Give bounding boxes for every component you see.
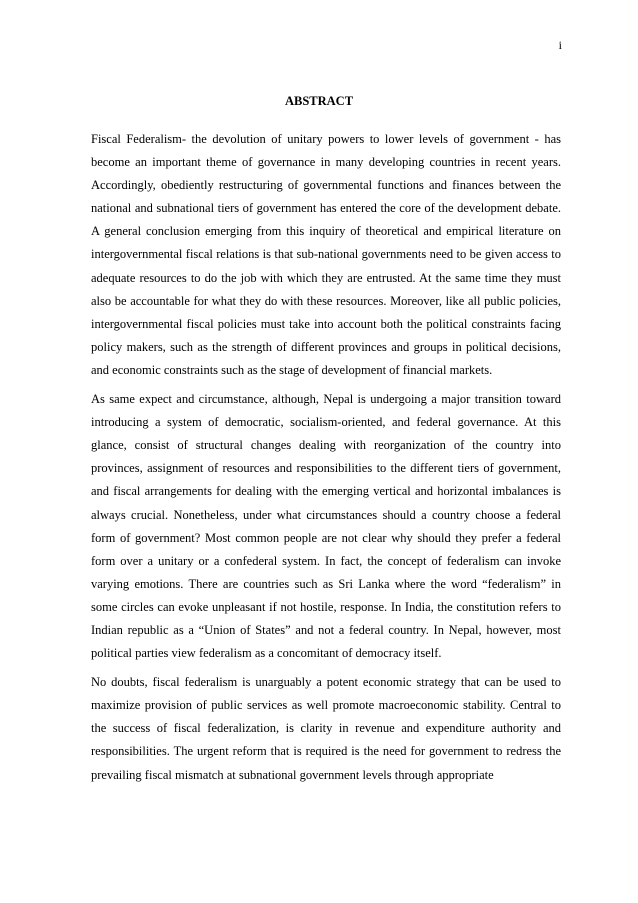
paragraph-fiscal-federalism: Fiscal Federalism- the devolution of unitary powers to lower levels of government - has become an important theme of governance in many developing countries in recent years. Accordingly, obediently restructuring of governmental functions and finances between the national and subnational tiers of government has entered the core of the development debate. A general conclusion emerging from this inquiry of theoretical and empirical literature on intergovernmental fiscal relations is that sub-national governments need to be given access to adequate resources to do the job with which they are entrusted. At the same time they must also be accountable for what they do with these resources. Moreover, like all public policies, intergovernmental fiscal policies must take into account both the political constraints facing policy makers, such as the strength of different provinces and groups in political decisions, and economic constraints such as the stage of development of financial markets. <box>91 132 561 377</box>
abstract-body <box>91 128 561 793</box>
paragraph-nepal-transition: As same expect and circumstance, although, Nepal is undergoing a major transition toward introducing a system of democratic, socialism-oriented, and federal governance. At this glance, consist of structural changes dealing with reorganization of the country into provinces, assignment of resources and responsibilities to the different tiers of government, and fiscal arrangements for dealing with the emerging vertical and horizontal imbalances is always crucial. Nonetheless, under what circumstances should a country choose a federal form of government? Most common people are not clear why should they prefer a federal form over a unitary or a confederal system. In fact, the concept of federalism can invoke varying emotions. There are countries such as Sri Lanka where the word “federalism” in some circles can evoke unpleasant if not hostile, response. In India, the constitution refers to Indian republic as a “Union of States” and not a federal country. In Nepal, however, most political parties view federalism as a concomitant of democracy itself. <box>91 392 561 661</box>
paragraph-economic-strategy: No doubts, fiscal federalism is unarguably a potent economic strategy that can be used to maximize provision of public services as well promote macroeconomic stability. Central to the success of fiscal federalization, is clarity in revenue and expenditure authority and responsibilities. The urgent reform that is required is the need for government to redress the prevailing fiscal mismatch at subnational government levels through appropriate <box>91 675 561 782</box>
abstract-heading: ABSTRACT <box>284 94 354 108</box>
page-number: i <box>558 38 562 52</box>
